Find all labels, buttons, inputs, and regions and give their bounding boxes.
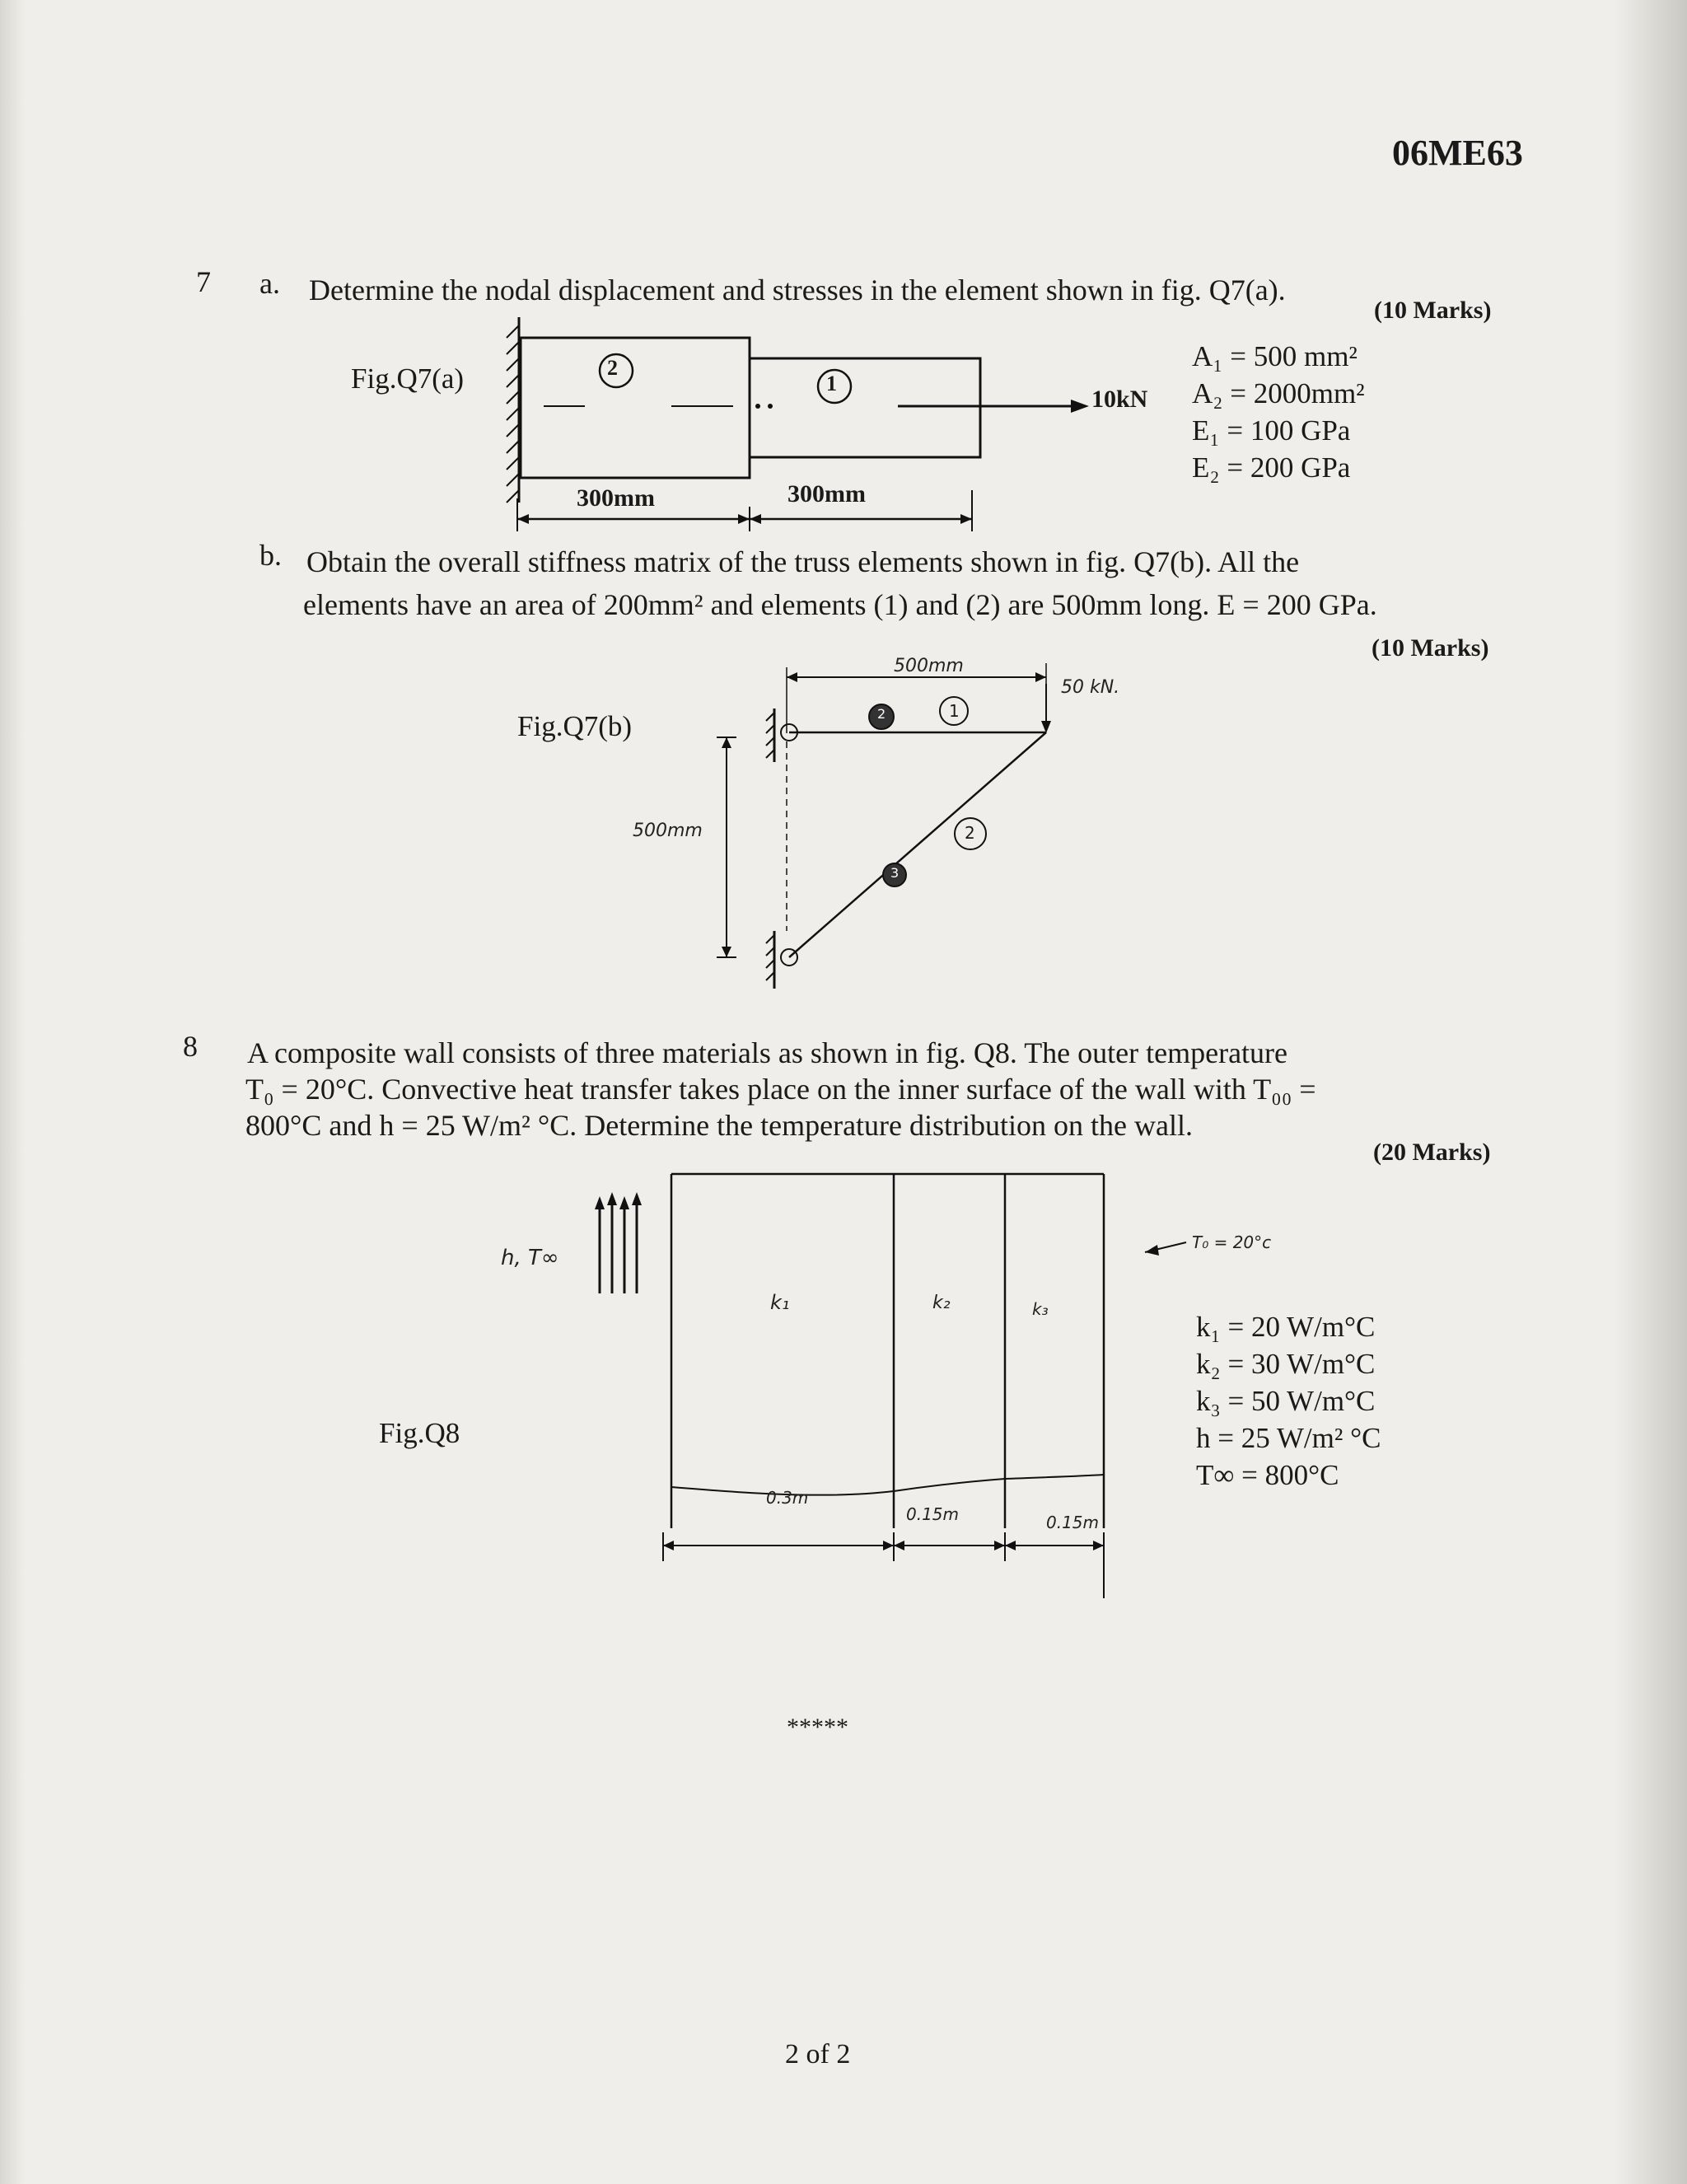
q7a-given-e2: E₂ = 200 GPa <box>1192 451 1351 484</box>
q7b-dim-top: 500mm <box>894 656 964 676</box>
q8-line3: 800°C and h = 25 W/m² °C. Determine the temperature distribution on the wall. <box>245 1109 1193 1142</box>
q7a-text: Determine the nodal displacement and stresses in the element shown in fig. Q7(a). <box>309 274 1286 306</box>
q8-hw-dim-2: 0.15m <box>906 1504 960 1524</box>
q8-hw-k1: k₁ <box>770 1291 790 1314</box>
q7b-node-3: 3 <box>890 865 900 881</box>
q7a-element-2-number: 2 <box>607 356 618 380</box>
paper-code: 06ME63 <box>1392 133 1523 173</box>
q8-line2: T₀ = 20°C. Convective heat transfer takes place on the inner surface of the wall with T₀₀ = <box>245 1073 1316 1106</box>
q7a-load-label: 10kN <box>1091 386 1148 413</box>
q7a-marks: (10 Marks) <box>1374 297 1492 324</box>
q7a-given-e1: E₁ = 100 GPa <box>1192 414 1351 447</box>
q7b-element-1: 1 <box>949 701 960 721</box>
q8-hw-k3: k₃ <box>1032 1299 1049 1319</box>
q8-hw-k2: k₂ <box>932 1293 951 1313</box>
q7b-load-label: 50 kN. <box>1061 677 1120 698</box>
q7b-label: b. <box>259 539 282 572</box>
q7a-dim-right: 300mm <box>787 480 866 507</box>
q7a-given-a2: A₂ = 2000mm² <box>1192 377 1365 409</box>
q8-given-tinf: T∞ = 800°C <box>1196 1459 1339 1491</box>
fig-q7a-label: Fig.Q7(a) <box>351 362 465 395</box>
fig-q7b-label: Fig.Q7(b) <box>517 710 633 742</box>
q7a-dim-left: 300mm <box>577 484 655 512</box>
q7b-marks: (10 Marks) <box>1372 634 1489 662</box>
q8-given-h: h = 25 W/m² °C <box>1196 1422 1381 1454</box>
q7b-text-line2: elements have an area of 200mm² and elements (1) and (2) are 500mm long. E = 200 GPa. <box>303 588 1377 621</box>
q8-hw-dim-1: 0.3m <box>766 1488 809 1508</box>
q7-number: 7 <box>196 265 211 298</box>
q8-given-k3: k₃ = 50 W/m°C <box>1196 1385 1376 1417</box>
q8-given-k1: k₁ = 20 W/m°C <box>1196 1311 1376 1343</box>
q7b-text-line1: Obtain the overall stiffness matrix of the truss elements shown in fig. Q7(b). All the <box>306 545 1300 578</box>
q8-line1: A composite wall consists of three materials as shown in fig. Q8. The outer temperature <box>247 1036 1288 1069</box>
q7a-label: a. <box>259 267 280 300</box>
end-stars: ***** <box>787 1714 848 1741</box>
q8-hw-h-tinf: h, T∞ <box>501 1246 559 1270</box>
q7a-given-list <box>1192 338 1365 486</box>
q8-hw-t0: T₀ = 20°c <box>1192 1232 1272 1252</box>
q8-hw-dim-3: 0.15m <box>1046 1513 1100 1532</box>
q8-number: 8 <box>183 1030 198 1063</box>
fig-q7b-diagram <box>708 659 1170 1005</box>
q8-given-list <box>1196 1308 1381 1494</box>
q7b-node-2: 2 <box>877 706 886 722</box>
q7b-dim-side: 500mm <box>633 821 703 841</box>
q7a-given-a1: A₁ = 500 mm² <box>1192 340 1358 372</box>
q8-given-k2: k₂ = 30 W/m°C <box>1196 1348 1376 1380</box>
fig-q8-label: Fig.Q8 <box>379 1417 460 1449</box>
q7b-element-2: 2 <box>965 823 975 843</box>
q8-marks: (20 Marks) <box>1373 1139 1491 1166</box>
page-number: 2 of 2 <box>785 2039 851 2069</box>
q7a-element-1-number: 1 <box>826 372 837 395</box>
